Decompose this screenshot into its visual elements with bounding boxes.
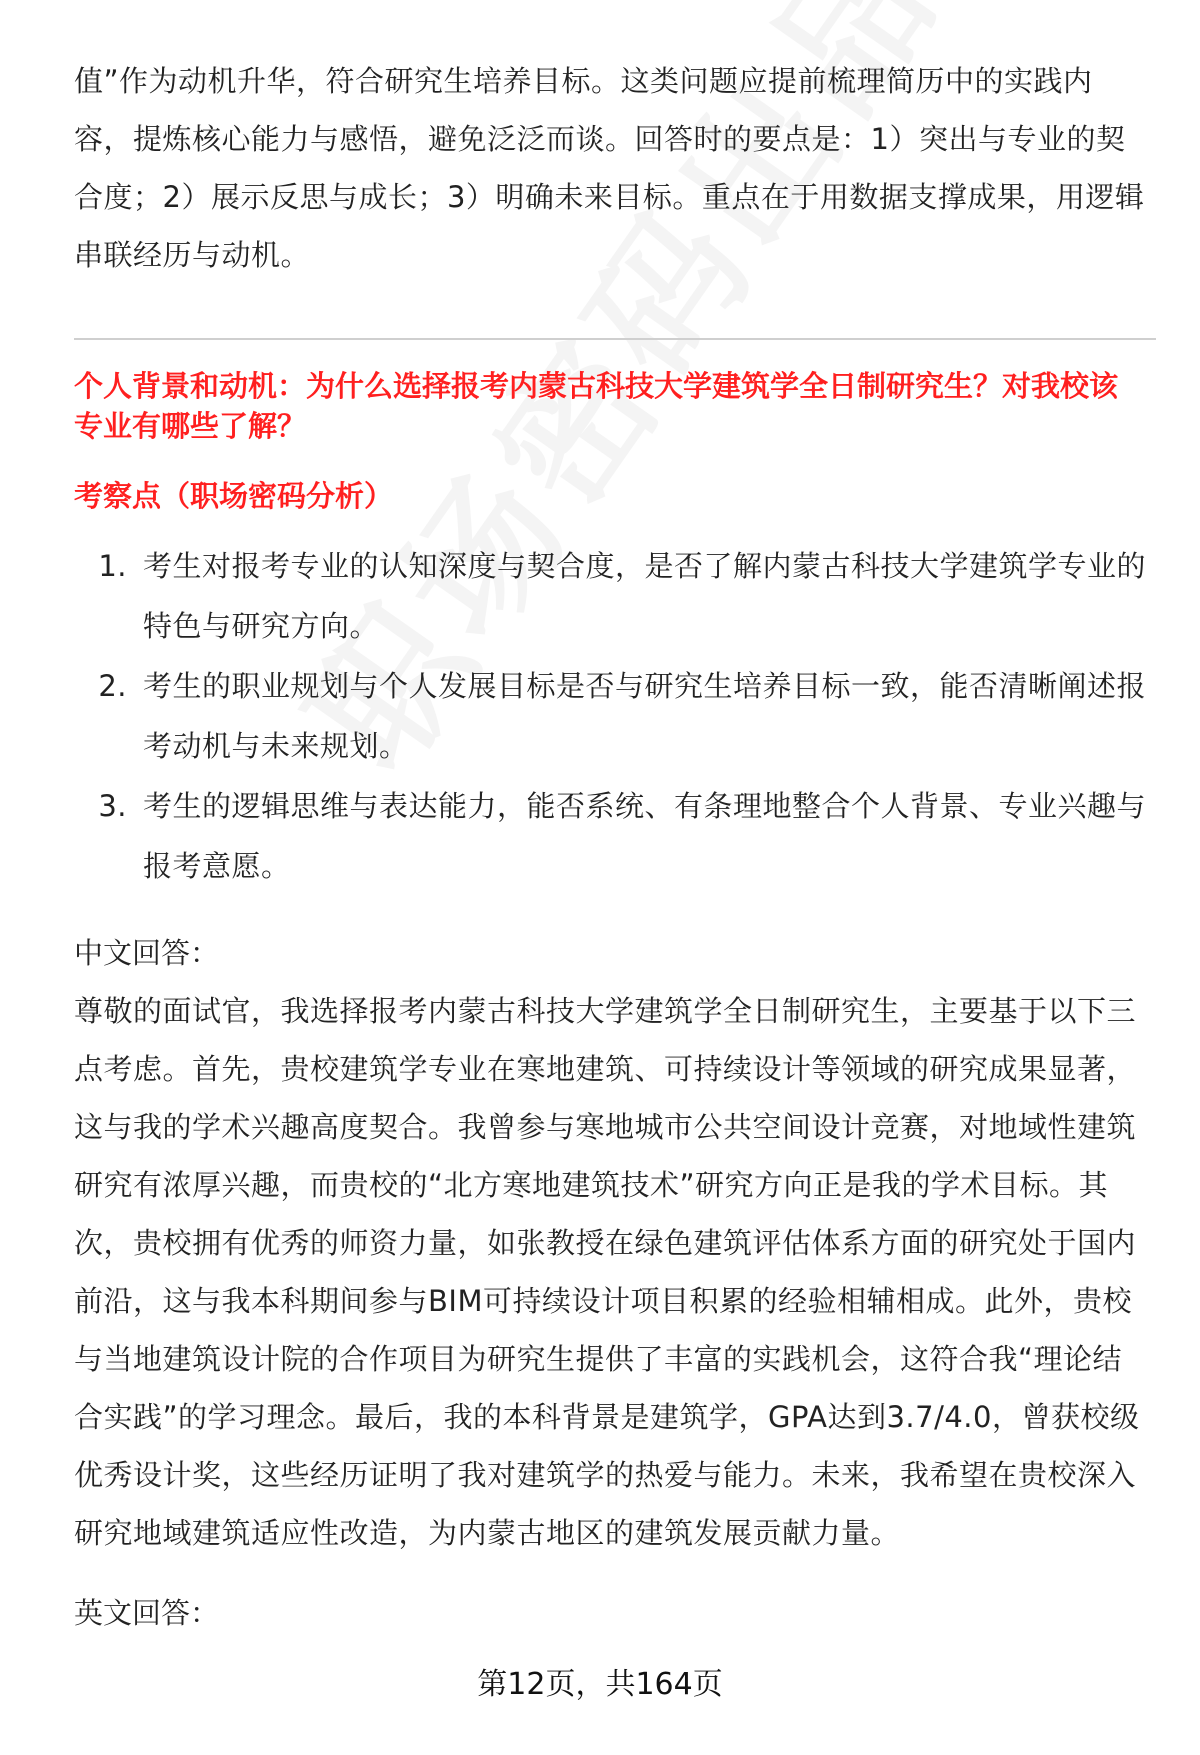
answer-line: 点考虑。首先，贵校建筑学专业在寒地建筑、可持续设计等领域的研究成果显著，	[74, 1052, 1137, 1086]
answer-line: 研究有浓厚兴趣，而贵校的“北方寒地建筑技术”研究方向正是我的学术目标。其	[74, 1168, 1109, 1202]
english-answer-label: 英文回答：	[74, 1596, 220, 1630]
intro-line: 值”作为动机升华，符合研究生培养目标。这类问题应提前梳理简历中的实践内	[74, 64, 1093, 98]
answer-line: 次，贵校拥有优秀的师资力量，如张教授在绿色建筑评估体系方面的研究处于国内	[74, 1226, 1137, 1260]
list-item-line: 考生的职业规划与个人发展目标是否与研究生培养目标一致，能否清晰阐述报	[143, 669, 1147, 703]
spacer	[74, 1562, 1156, 1584]
question-line: 个人背景和动机：为什么选择报考内蒙古科技大学建筑学全日制研究生？对我校该	[74, 369, 1119, 403]
intro-line: 合度；2）展示反思与成长；3）明确未来目标。重点在于用数据支撑成果，用逻辑	[74, 180, 1145, 214]
list-item-number: 3.	[98, 789, 127, 823]
list-item	[74, 536, 1156, 656]
intro-line: 串联经历与动机。	[74, 238, 311, 272]
answer-line: 与当地建筑设计院的合作项目为研究生提供了丰富的实践机会，这符合我“理论结	[74, 1342, 1123, 1376]
list-item-text	[127, 536, 1156, 656]
list-item-line: 考生对报考专业的认知深度与契合度，是否了解内蒙古科技大学建筑学专业的	[143, 549, 1147, 583]
list-item-text	[127, 656, 1156, 776]
examination-heading: 考察点（职场密码分析）	[74, 479, 394, 513]
answer-line: 合实践”的学习理念。最后，我的本科背景是建筑学，GPA达到3.7/4.0，曾获校级	[74, 1400, 1140, 1434]
list-item	[74, 776, 1156, 896]
list-item-text	[127, 776, 1156, 896]
answer-line: 优秀设计奖，这些经历证明了我对建筑学的热爱与能力。未来，我希望在贵校深入	[74, 1458, 1137, 1492]
intro-paragraph	[74, 52, 1156, 284]
list-item-number: 2.	[98, 669, 127, 703]
answer-line: 这与我的学术兴趣高度契合。我曾参与寒地城市公共空间设计竞赛，对地域性建筑	[74, 1110, 1137, 1144]
list-item-line: 考生的逻辑思维与表达能力，能否系统、有条理地整合个人背景、专业兴趣与	[143, 789, 1147, 823]
page-content	[74, 52, 1156, 1642]
list-item	[74, 656, 1156, 776]
examination-list	[74, 536, 1156, 896]
list-item-line: 特色与研究方向。	[143, 609, 380, 643]
list-item-number: 1.	[98, 549, 127, 583]
section-divider	[74, 338, 1156, 340]
question-heading	[74, 366, 1156, 446]
answer-line: 前沿，这与我本科期间参与BIM可持续设计项目积累的经验相辅相成。此外，贵校	[74, 1284, 1132, 1318]
intro-line: 容，提炼核心能力与感悟，避免泛泛而谈。回答时的要点是：1）突出与专业的契	[74, 122, 1126, 156]
answer-line: 研究地域建筑适应性改造，为内蒙古地区的建筑发展贡献力量。	[74, 1516, 901, 1550]
chinese-answer-label: 中文回答：	[74, 936, 220, 970]
answer-line: 尊敬的面试官，我选择报考内蒙古科技大学建筑学全日制研究生，主要基于以下三	[74, 994, 1137, 1028]
list-item-line: 报考意愿。	[143, 849, 291, 883]
list-item-line: 考动机与未来规划。	[143, 729, 409, 763]
chinese-answer-paragraph	[74, 982, 1156, 1562]
page-indicator: 第12页，共164页	[477, 1667, 723, 1702]
question-line: 专业有哪些了解？	[74, 409, 307, 443]
